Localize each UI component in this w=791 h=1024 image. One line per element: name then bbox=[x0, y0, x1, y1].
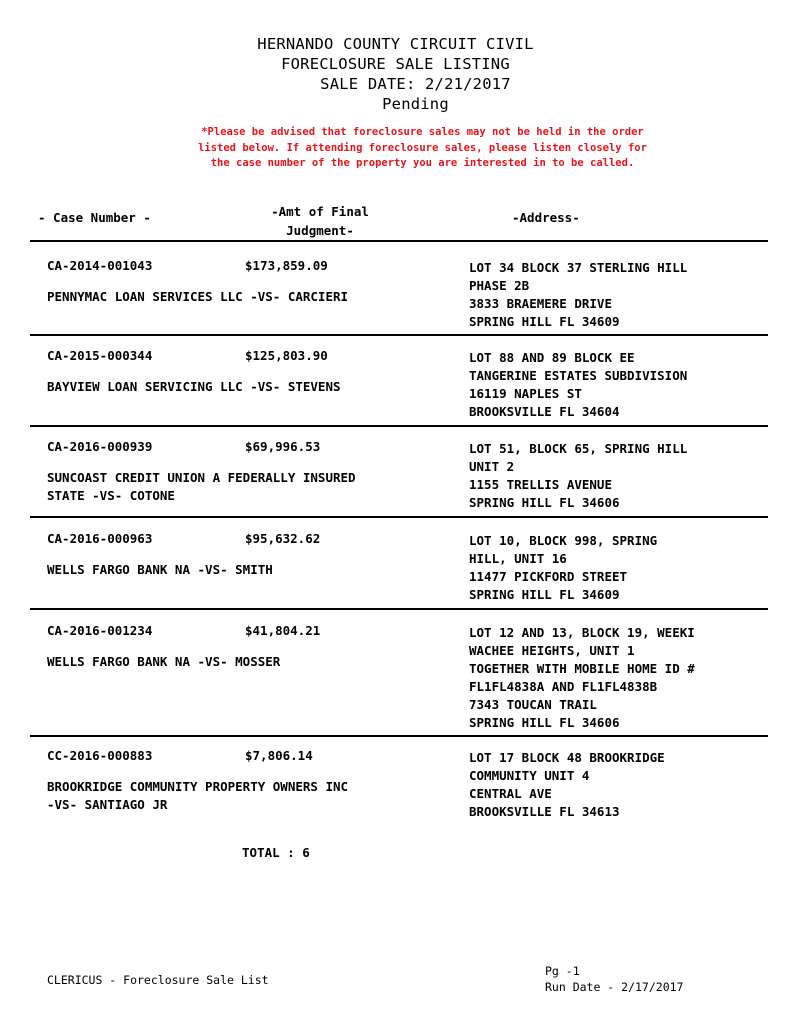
notice-text: *Please be advised that foreclosure sales may not be held in the order listed below. If attending foreclosure sales, please listen closely for the case number of the property you are interested in to be called. bbox=[198, 126, 647, 169]
divider bbox=[30, 334, 768, 336]
case-number: CA-2015-000344 bbox=[47, 348, 153, 363]
divider bbox=[30, 608, 768, 610]
divider bbox=[30, 425, 768, 427]
property-address: LOT 10, BLOCK 998, SPRING HILL, UNIT 16 11477 PICKFORD STREET SPRING HILL FL 34609 bbox=[469, 533, 658, 602]
case-parties: WELLS FARGO BANK NA -VS- SMITH bbox=[47, 562, 273, 577]
divider bbox=[30, 240, 768, 242]
property-address: LOT 51, BLOCK 65, SPRING HILL UNIT 2 1155 TRELLIS AVENUE SPRING HILL FL 34606 bbox=[469, 441, 688, 510]
judgment-amount: $7,806.14 bbox=[245, 748, 313, 763]
page-number: Pg -1 bbox=[545, 964, 580, 978]
status-label: Pending bbox=[382, 95, 449, 113]
property-address: LOT 17 BLOCK 48 BROOKRIDGE COMMUNITY UNIT 4 CENTRAL AVE BROOKSVILLE FL 34613 bbox=[469, 750, 665, 819]
case-parties: SUNCOAST CREDIT UNION A FEDERALLY INSURED STATE -VS- COTONE bbox=[47, 470, 356, 503]
report-subtitle: FORECLOSURE SALE LISTING bbox=[281, 55, 510, 73]
footer-report-name: CLERICUS - Foreclosure Sale List bbox=[47, 973, 269, 987]
case-parties: WELLS FARGO BANK NA -VS- MOSSER bbox=[47, 654, 281, 669]
case-parties: BAYVIEW LOAN SERVICING LLC -VS- STEVENS bbox=[47, 379, 341, 394]
judgment-amount: $173,859.09 bbox=[245, 258, 328, 273]
run-date: Run Date - 2/17/2017 bbox=[545, 980, 684, 994]
case-parties: BROOKRIDGE COMMUNITY PROPERTY OWNERS INC -VS- SANTIAGO JR bbox=[47, 779, 349, 812]
case-number: CA-2014-001043 bbox=[47, 258, 153, 273]
case-number: CC-2016-000883 bbox=[47, 748, 153, 763]
case-number: CA-2016-000939 bbox=[47, 439, 153, 454]
judgment-amount: $41,804.21 bbox=[245, 623, 321, 638]
judgment-amount: $95,632.62 bbox=[245, 531, 321, 546]
case-parties: PENNYMAC LOAN SERVICES LLC -VS- CARCIERI bbox=[47, 289, 349, 304]
property-address: LOT 34 BLOCK 37 STERLING HILL PHASE 2B 3833 BRAEMERE DRIVE SPRING HILL FL 34609 bbox=[469, 260, 688, 329]
divider bbox=[30, 516, 768, 518]
total-count: TOTAL : 6 bbox=[242, 845, 310, 860]
judgment-amount: $125,803.90 bbox=[245, 348, 328, 363]
divider bbox=[30, 735, 768, 737]
property-address: LOT 12 AND 13, BLOCK 19, WEEKI WACHEE HEIGHTS, UNIT 1 TOGETHER WITH MOBILE HOME ID # FL1FL4838A AND FL1FL4838B 7343 TOUCAN TRAIL SPRING HILL FL 34606 bbox=[469, 625, 695, 730]
sale-date: SALE DATE: 2/21/2017 bbox=[320, 75, 511, 93]
judgment-amount: $69,996.53 bbox=[245, 439, 321, 454]
column-header-address: -Address- bbox=[512, 210, 580, 225]
report-title: HERNANDO COUNTY CIRCUIT CIVIL bbox=[257, 35, 534, 53]
property-address: LOT 88 AND 89 BLOCK EE TANGERINE ESTATES SUBDIVISION 16119 NAPLES ST BROOKSVILLE FL 34604 bbox=[469, 350, 688, 419]
footer-page-info bbox=[545, 963, 683, 995]
case-number: CA-2016-001234 bbox=[47, 623, 153, 638]
column-header-amount: -Amt of Final Judgment- bbox=[271, 204, 369, 238]
case-number: CA-2016-000963 bbox=[47, 531, 153, 546]
column-header-case-number: - Case Number - bbox=[38, 210, 151, 225]
